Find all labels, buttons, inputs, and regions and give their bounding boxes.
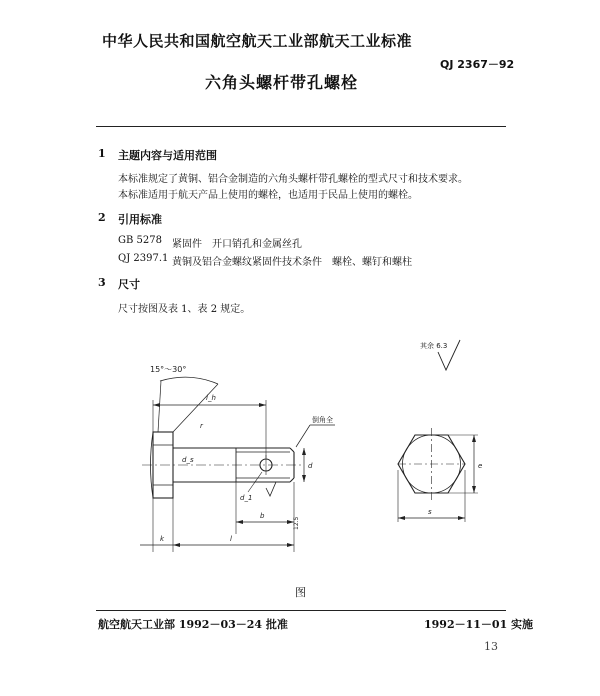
ref-2-text: 黄铜及铝合金螺纹紧固件技术条件 螺栓、螺钉和螺柱	[172, 257, 412, 268]
section-1-line-1: 本标准规定了黄铜、铝合金制造的六角头螺杆带孔螺栓的型式尺寸和技术要求。	[118, 174, 468, 185]
standard-organization: 中华人民共和国航空航天工业部航天工业标准	[102, 32, 413, 50]
ref-1-code: GB 5278	[118, 235, 162, 246]
standard-number: QJ 2367－92	[440, 58, 515, 71]
document-title: 六角头螺杆带孔螺栓	[205, 73, 359, 92]
lh-label: l_h	[206, 394, 216, 402]
l-label: l	[230, 535, 232, 543]
d1-label: d_1	[240, 494, 253, 502]
s-label: s	[428, 508, 432, 516]
k-label: k	[160, 535, 165, 543]
ref-2-code: QJ 2397.1	[118, 253, 169, 264]
chamfer-label: 倒角全	[312, 416, 333, 424]
section-2-heading: 引用标准	[118, 213, 162, 226]
angle-label: 15°～30°	[150, 365, 187, 374]
surface-roughness-note: 其余 6.3	[420, 342, 448, 350]
section-1-number: 1	[98, 147, 106, 160]
section-3-number: 3	[98, 276, 106, 289]
ra-label: 12.5	[293, 516, 300, 530]
approval-date: 航空航天工业部 1992－03－24 批准	[98, 618, 288, 631]
ds-label: d_s	[182, 456, 194, 464]
b-label: b	[260, 512, 265, 520]
page-number: 13	[484, 640, 498, 653]
section-1-line-2: 本标准适用于航天产品上使用的螺栓，也适用于民品上使用的螺栓。	[118, 190, 418, 201]
d-label: d	[308, 462, 313, 470]
section-2-number: 2	[98, 211, 106, 224]
figure-caption: 图	[295, 586, 306, 599]
r-label: r	[200, 422, 203, 430]
implementation-date: 1992－11－01 实施	[424, 618, 534, 631]
section-3-line-1: 尺寸按图及表 1、表 2 规定。	[118, 304, 251, 315]
ref-1-text: 紧固件 开口销孔和金属丝孔	[172, 239, 302, 250]
section-3-heading: 尺寸	[118, 278, 140, 291]
e-label: e	[478, 462, 483, 470]
footer-rule	[96, 610, 506, 611]
section-1-heading: 主题内容与适用范围	[118, 149, 217, 162]
